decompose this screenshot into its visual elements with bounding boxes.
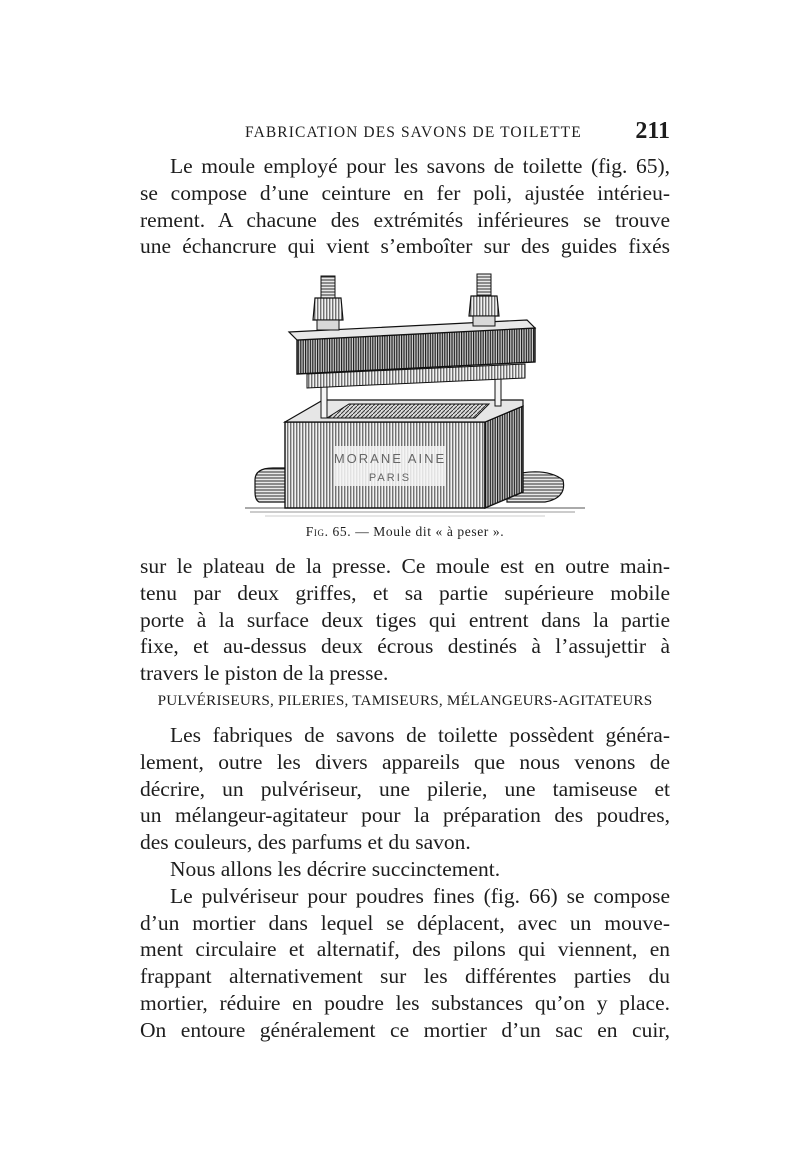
text-line: sur le plateau de la presse. Ce moule est en outre main-	[140, 554, 670, 578]
text-line: d’un mortier dans lequel se déplacent, avec un mouve-	[140, 910, 670, 935]
text-block-middle	[140, 553, 670, 687]
text-line: un mélangeur-agitateur pour la préparation des poudres,	[140, 803, 670, 828]
text-line: frappant alternativement sur les différentes parties du	[140, 964, 670, 989]
right-bolt	[469, 274, 499, 326]
paragraph-1	[140, 153, 670, 260]
paragraph-5	[140, 883, 670, 1044]
text-block-top	[140, 153, 670, 260]
text-line: Nous allons les décrire succinctement.	[170, 856, 501, 881]
text-line: Le moule employé pour les savons de toilette (fig. 65),	[170, 154, 670, 178]
figure-number: Fig. 65.	[305, 524, 352, 539]
text-line: Le pulvériseur pour poudres fines (fig. 66) se compose	[170, 883, 670, 908]
text-line: tenu par deux griffes, et sa partie supérieure mobile	[140, 580, 670, 605]
section-heading: PULVÉRISEURS, PILERIES, TAMISEURS, MÉLANGEURS-AGITATEURS	[157, 692, 653, 709]
text-line: décrire, un pulvériseur, une pilerie, une tamiseuse et	[140, 776, 670, 801]
text-line: Les fabriques de savons de toilette possèdent généra-	[170, 723, 670, 747]
paragraph-4	[140, 856, 670, 883]
text-line: porte à la surface deux tiges qui entrent dans la partie	[140, 607, 670, 632]
text-block-bottom	[140, 722, 670, 1044]
engraved-city: PARIS	[368, 472, 412, 484]
text-line: mortier, réduire en poudre les substances qu’on y place.	[140, 990, 670, 1015]
text-line: ment circulaire et alternatif, des pilons qui viennent, en	[140, 937, 670, 962]
page-number: 211	[635, 118, 670, 144]
running-head	[140, 118, 670, 148]
text-line: des couleurs, des parfums et du savon.	[140, 830, 471, 855]
text-line: fixe, et au-dessus deux écrous destinés à l’assujettir à	[140, 634, 670, 659]
ground-shading	[245, 508, 585, 516]
left-bolt	[313, 276, 343, 330]
paragraph-3	[140, 722, 670, 856]
engraved-maker-name: MORANE AINE	[333, 451, 447, 466]
soap-mould-engraving	[245, 270, 585, 528]
figure-caption	[140, 524, 670, 540]
text-line: rement. A chacune des extrémités inférieures se trouve	[140, 207, 670, 232]
text-line: On entoure généralement ce mortier d’un sac en cuir,	[140, 1017, 670, 1042]
text-line: travers le piston de la presse.	[140, 661, 389, 686]
text-line: une échancrure qui vient s’emboîter sur des guides fixés	[140, 234, 670, 259]
running-head-title: FABRICATION DES SAVONS DE TOILETTE	[245, 124, 582, 141]
text-line: se compose d’une ceinture en fer poli, ajustée intérieu-	[140, 180, 670, 205]
text-line: lement, outre les divers appareils que nous venons de	[140, 749, 670, 774]
figure-caption-text: — Moule dit « à peser ».	[355, 524, 505, 539]
paragraph-2	[140, 553, 670, 687]
